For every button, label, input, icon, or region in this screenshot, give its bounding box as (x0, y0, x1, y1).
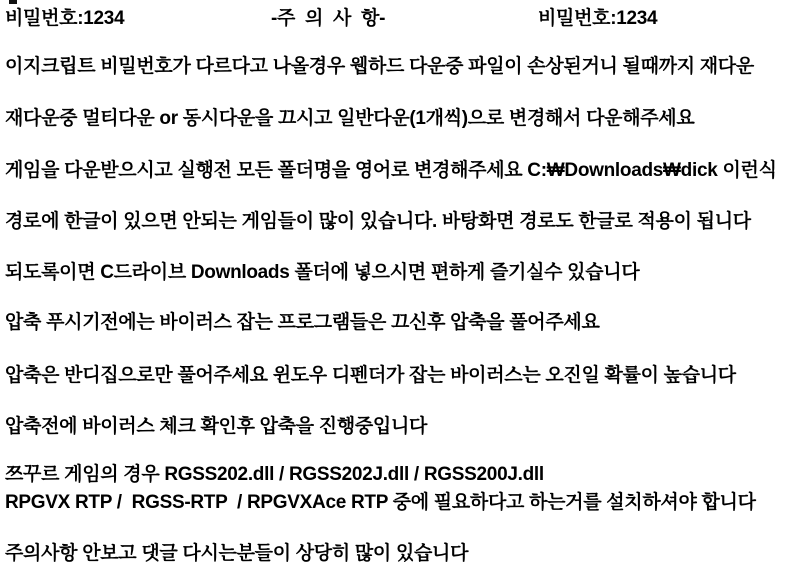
page-title: -주 의 사 항- (271, 8, 386, 29)
notice-line: RPGVX RTP / RGSS-RTP / RPGVXAce RTP 중에 필요하다고 하는거를 설치하셔야 합니다 (5, 492, 756, 513)
notice-line: 이지크립트 비밀번호가 다르다고 나올경우 웹하드 다운중 파일이 손상된거니 될때까지 재다운 (5, 56, 754, 77)
notice-line: 주의사항 안보고 댓글 다시는분들이 상당히 많이 있습니다 (5, 543, 469, 564)
notice-line: 압축은 반디집으로만 풀어주세요 윈도우 디펜더가 잡는 바이러스는 오진일 확률이 높습니다 (5, 365, 736, 386)
notice-line: 압축 푸시기전에는 바이러스 잡는 프로그램들은 끄신후 압축을 풀어주세요 (5, 312, 600, 333)
password-left: 비밀번호:1234 (5, 8, 125, 29)
notice-line: 경로에 한글이 있으면 안되는 게임들이 많이 있습니다. 바탕화면 경로도 한글로 적용이 됩니다 (5, 211, 751, 232)
notice-line: 게임을 다운받으시고 실행전 모든 폴더명을 영어로 변경해주세요 C:₩Downloads₩dick 이런식 (5, 160, 777, 181)
notice-line: 압축전에 바이러스 체크 확인후 압축을 진행중입니다 (5, 416, 428, 437)
notice-line: 쯔꾸르 게임의 경우 RGSS202.dll / RGSS202J.dll / RGSS200J.dll (5, 464, 544, 485)
notice-line: 재다운중 멀티다운 or 동시다운을 끄시고 일반다운(1개씩)으로 변경해서 다운해주세요 (5, 108, 695, 129)
password-right: 비밀번호:1234 (538, 8, 658, 29)
scan-artifact-mark (9, 0, 17, 4)
notice-line: 되도록이면 C드라이브 Downloads 폴더에 넣으시면 편하게 즐기실수 있습니다 (5, 262, 640, 283)
